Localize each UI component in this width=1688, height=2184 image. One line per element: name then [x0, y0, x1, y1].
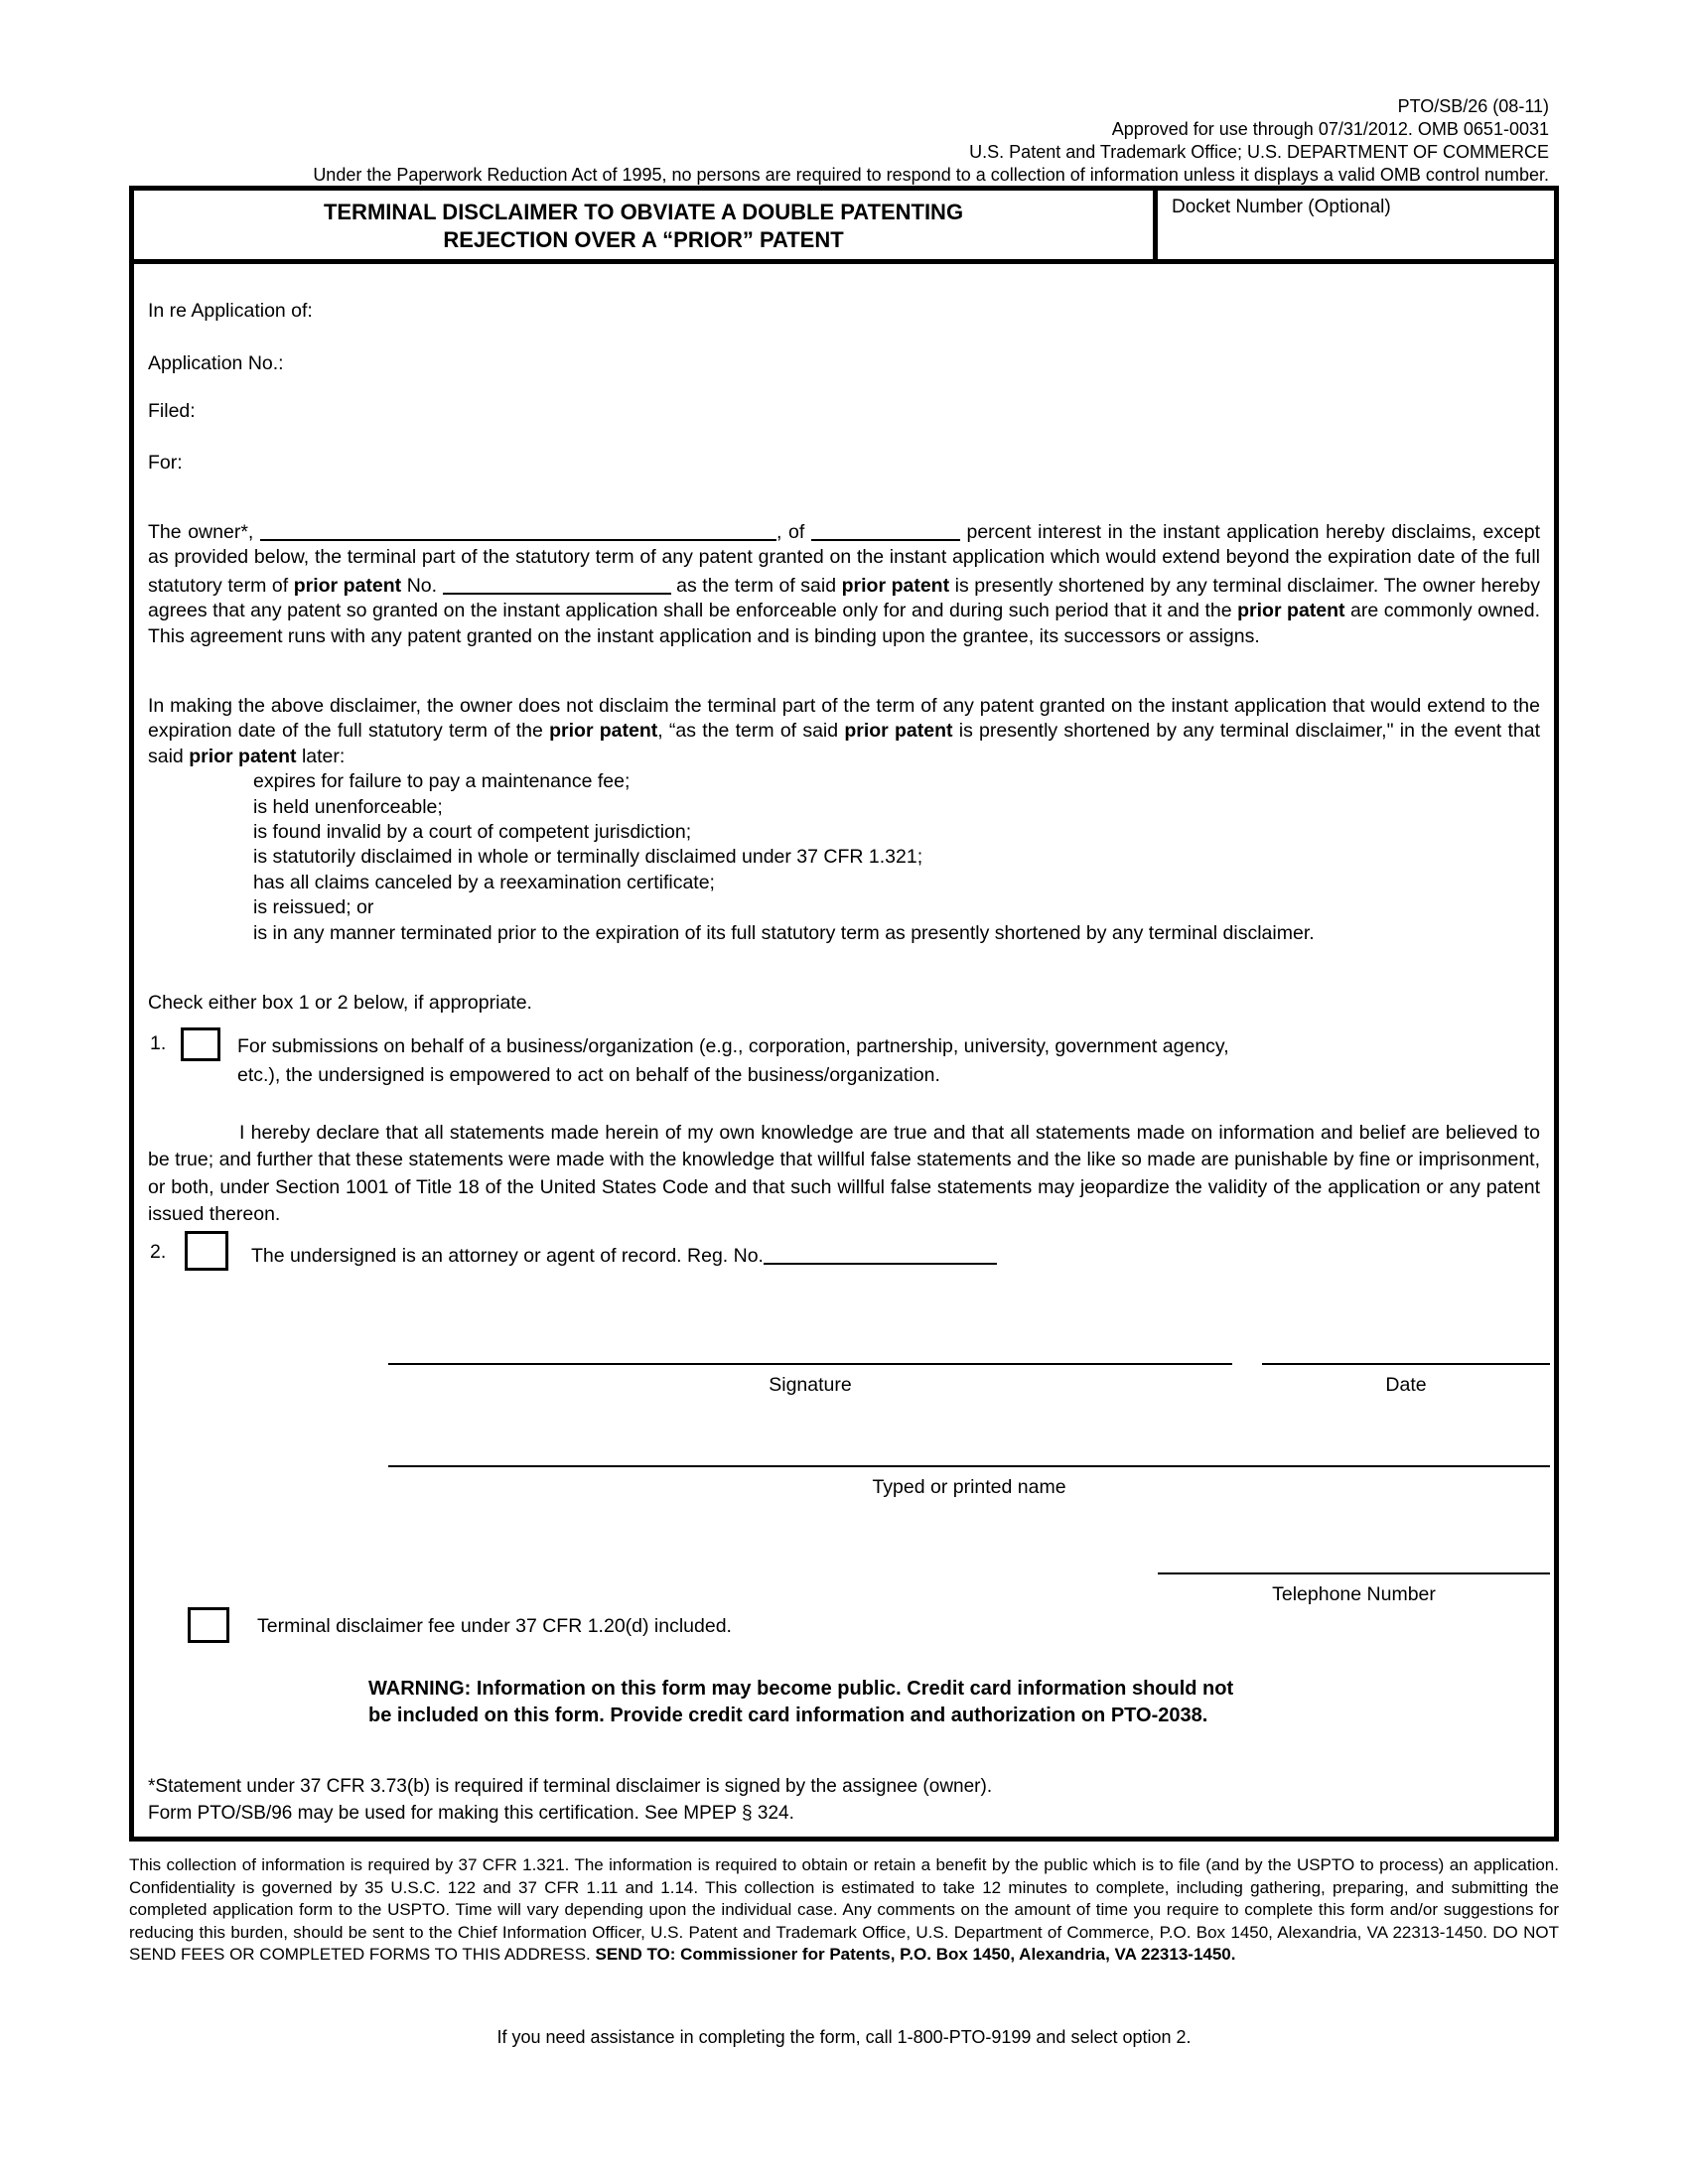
docket-number-label: Docket Number (Optional): [1172, 197, 1391, 217]
form-box: [129, 186, 1559, 1842]
telephone-line[interactable]: [1158, 1572, 1550, 1574]
form-title: [134, 191, 1153, 259]
list-item: is held unenforceable;: [253, 795, 443, 818]
item2-checkbox[interactable]: [185, 1231, 228, 1271]
send-to-text: SEND TO: Commissioner for Patents, P.O. Box 1450, Alexandria, VA 22313-1450.: [595, 1945, 1236, 1964]
form-number: PTO/SB/26 (08-11): [1397, 96, 1549, 116]
form-title-line1: TERMINAL DISCLAIMER TO OBVIATE A DOUBLE PATENTING: [323, 200, 964, 224]
prior-patent-bold: prior patent: [841, 574, 950, 597]
typed-name-label: Typed or printed name: [872, 1476, 1066, 1498]
office-line: U.S. Patent and Trademark Office; U.S. DEPARTMENT OF COMMERCE: [969, 142, 1549, 162]
burden-text: This collection of information is required by 37 CFR 1.321. The information is required to obtain or retain a benefit by the public which is to file (and by the USPTO to process) an application. Confidentiality is governed by 35 U.S.C. 122 and 37 CFR 1.11 and 1.14. This collection is estimated to take 12 minutes to complete, including gathering, preparing, and submitting the completed application form to the USPTO. Time will vary depending upon the individual case. Any comments on the amount of time you require to complete this form and/or suggestions for reducing this burden, should be sent to the Chief Information Officer, U.S. Patent and Trademark Office, U.S. Department of Commerce, P.O. Box 1450, Alexandria, VA 22313-1450. DO NOT SEND FEES OR COMPLETED FORMS TO THIS ADDRESS.: [129, 1855, 1559, 1964]
p1-text: , of: [775, 521, 811, 543]
prior-patent-bold: prior patent: [1237, 600, 1345, 622]
docket-number-box[interactable]: [1153, 191, 1554, 259]
p1-text: percent interest in the instant application hereby disclaims, except as provided below, the terminal part of the statutory term of any patent granted on the instant application which would extend beyond the expiration date of the full statutory term of: [148, 521, 1540, 597]
paperwork-notice: Under the Paperwork Reduction Act of 1995, no persons are required to respond to a collection of information unless it displays a valid OMB control number.: [313, 165, 1549, 185]
list-item: expires for failure to pay a maintenance fee;: [253, 770, 631, 793]
p1-text: is presently shortened by any terminal disclaimer. The owner hereby agrees that any patent so granted on the instant application shall be enforceable only for and during such period that it and the: [148, 574, 1540, 622]
fee-label: Terminal disclaimer fee under 37 CFR 1.20(d) included.: [257, 1615, 732, 1637]
in-re-application-field[interactable]: [148, 299, 1540, 324]
in-re-application-label: In re Application of:: [148, 300, 313, 322]
item2-label: The undersigned is an attorney or agent of record. Reg. No.: [251, 1245, 764, 1267]
p1-text: as the term of said: [670, 574, 842, 597]
form-header: [313, 95, 1549, 187]
warning-line2: be included on this form. Provide credit card information and authorization on PTO-2038.: [368, 1705, 1208, 1726]
item2-text: [251, 1241, 1540, 1269]
disclaimer-paragraph: [148, 517, 1540, 649]
item1-line1: For submissions on behalf of a business/organization (e.g., corporation, partnership, university, government agency,: [237, 1035, 1229, 1057]
assistance-line: If you need assistance in completing the form, call 1-800-PTO-9199 and select option 2.: [496, 2027, 1192, 2047]
owner-name-blank[interactable]: [260, 520, 776, 541]
p1-text: are commonly owned. This agreement runs with any patent granted on the instant application and is binding upon the grantee, its successors or assigns.: [148, 600, 1541, 647]
filed-field[interactable]: [148, 399, 1540, 424]
signature-line[interactable]: [388, 1363, 1232, 1365]
check-instruction: Check either box 1 or 2 below, if appropriate.: [148, 992, 532, 1014]
application-no-field[interactable]: [148, 351, 1540, 376]
list-item: is in any manner terminated prior to the expiration of its full statutory term as presently shortened by any terminal disclaimer.: [253, 921, 1315, 944]
fee-checkbox[interactable]: [188, 1607, 229, 1643]
p2-text: is presently shortened by any terminal disclaimer," in the event that said: [148, 720, 1540, 767]
item1-line2: etc.), the undersigned is empowered to act on behalf of the business/organization.: [237, 1064, 940, 1086]
statement-footnote: [148, 1773, 992, 1827]
list-item: is found invalid by a court of competent jurisdiction;: [253, 821, 692, 844]
list-item: is statutorily disclaimed in whole or terminally disclaimed under 37 CFR 1.321;: [253, 846, 923, 869]
list-item: is reissued; or: [253, 896, 374, 919]
date-label: Date: [1385, 1374, 1427, 1396]
prior-patent-bold: prior patent: [844, 720, 953, 743]
form-title-line2: REJECTION OVER A “PRIOR” PATENT: [443, 227, 844, 252]
non-disclaimer-paragraph: [148, 694, 1540, 946]
registration-number-blank[interactable]: [764, 1244, 997, 1265]
signature-label: Signature: [769, 1374, 852, 1396]
for-label: For:: [148, 452, 183, 474]
typed-name-line[interactable]: [388, 1465, 1550, 1467]
filed-label: Filed:: [148, 400, 196, 422]
prior-patent-number-blank[interactable]: [443, 574, 671, 595]
list-item: has all claims canceled by a reexamination certificate;: [253, 871, 715, 893]
burden-statement: [129, 1854, 1559, 1967]
warning-line1: WARNING: Information on this form may become public. Credit card information should not: [368, 1678, 1234, 1700]
statement-line1: *Statement under 37 CFR 3.73(b) is required if terminal disclaimer is signed by the assignee (owner).: [148, 1776, 993, 1797]
application-no-label: Application No.:: [148, 352, 284, 374]
prior-patent-bold: prior patent: [189, 745, 297, 767]
p2-text: In making the above disclaimer, the owner does not disclaim the terminal part of the term of any patent granted on the instant application that would extend to the expiration date of the full statutory term of the: [148, 695, 1540, 743]
prior-patent-bold: prior patent: [293, 574, 402, 597]
warning-text: [368, 1676, 1233, 1729]
item1-number: 1.: [150, 1032, 167, 1054]
approval-line: Approved for use through 07/31/2012. OMB 0651-0031: [1111, 119, 1549, 139]
p2-text: , “as the term of said: [657, 720, 845, 743]
item2-number: 2.: [150, 1241, 167, 1263]
p2-text: later:: [296, 745, 346, 767]
percent-interest-blank[interactable]: [811, 520, 960, 541]
statement-line2: Form PTO/SB/96 may be used for making this certification. See MPEP § 324.: [148, 1803, 794, 1824]
item1-checkbox[interactable]: [181, 1027, 220, 1061]
p1-text: No.: [401, 574, 443, 597]
title-row: [134, 191, 1554, 264]
item1-text: [237, 1032, 1540, 1090]
telephone-label: Telephone Number: [1272, 1583, 1436, 1605]
date-line[interactable]: [1262, 1363, 1550, 1365]
p1-text: The owner*,: [148, 521, 260, 543]
declaration-paragraph: I hereby declare that all statements made herein of my own knowledge are true and that all statements made on information and belief are believed to be true; and further that these statements were made with the knowledge that willful false statements and the like so made are punishable by fine or imprisonment, or both, under Section 1001 of Title 18 of the United States Code and that such willful false statements may jeopardize the validity of the application or any patent issued thereon.: [148, 1122, 1540, 1226]
for-field[interactable]: [148, 451, 1540, 476]
prior-patent-bold: prior patent: [549, 720, 658, 743]
